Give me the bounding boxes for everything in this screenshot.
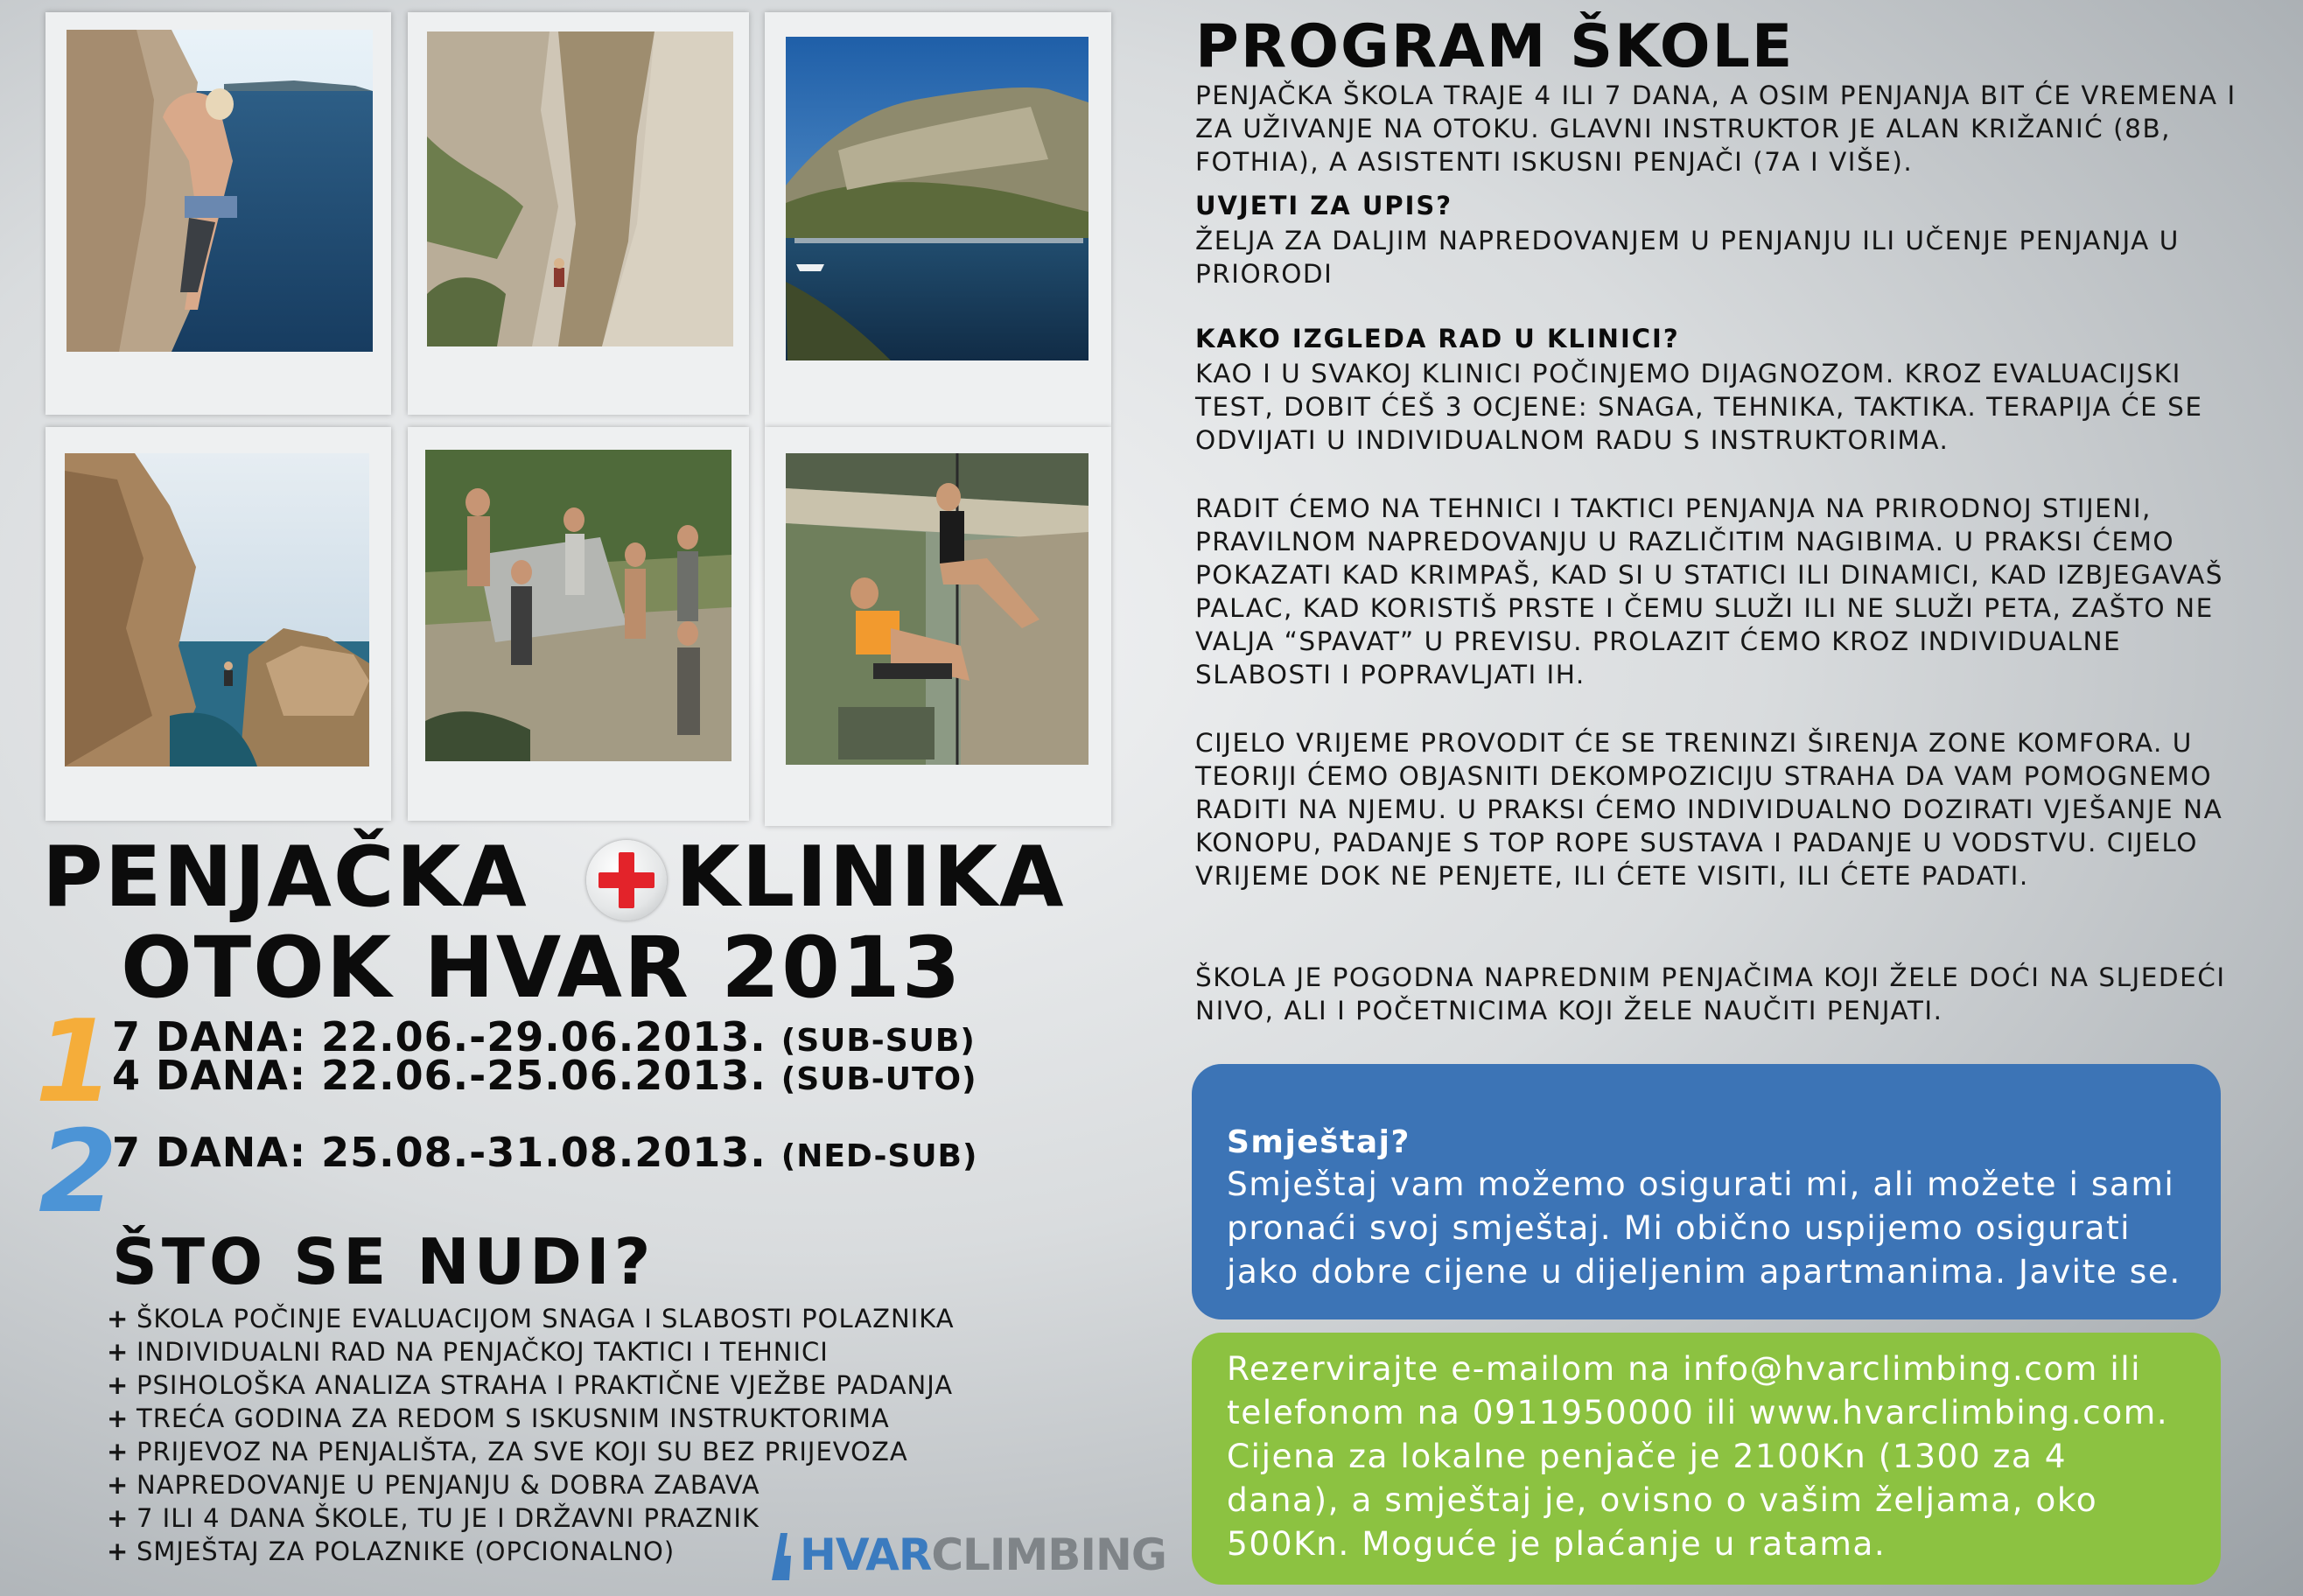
- photo-coastal-cliff: [786, 37, 1088, 360]
- list-item: + ŠKOLA POČINJE EVALUACIJOM SNAGA I SLABOSTI POLAZNIKA: [107, 1304, 955, 1334]
- photo-group-climbers: [425, 450, 732, 761]
- photo-card-4: [46, 427, 391, 821]
- list-item: + INDIVIDUALNI RAD NA PENJAČKOJ TAKTICI I TEHNICI: [107, 1337, 829, 1367]
- photo-climber-above-cove: [65, 453, 369, 766]
- booking-text: Rezervirajte e-mailom na info@hvarclimbing.com ili telefonom na 0911950000 ili www.hvarclimbing.com. Cijena za lokalne penjače je 2100Kn (1300 za 4 dana), a smještaj je, ovisno o vašim željama, oko 500Kn. Moguće je plaćanje u ratama.: [1227, 1349, 2169, 1563]
- program-q1: UVJETI ZA UPIS?: [1195, 191, 1453, 220]
- program-p3: RADIT ĆEMO NA TEHNICI I TAKTICI PENJANJA NA PRIRODNOJ STIJENI, PRAVILNOM NAPREDOVANJU U RAZLIČITIM NAGIBIMA. U PRAKSI ĆEMO POKAZATI KAD KRIMPAŠ, KAD SI U STATICI ILI DINAMICI, KAD IZBJEGAVAŠ PALAC, KAD KORISTIŠ PRSTE I ČEMU SLUŽI ILI NE SLUŽI PETA, ZAŠTO NE VALJA “SPAVAT” U PREVISU. PROLAZIT ĆEMO KROZ INDIVIDUALNE SLABOSTI I POPRAVLJATI IH.: [1195, 494, 2224, 690]
- photo-card-6: [765, 427, 1111, 826]
- photo-card-1: [46, 12, 391, 415]
- photo-rope-hanging: [786, 453, 1088, 765]
- headline-line1-right: KLINIKA: [676, 830, 1066, 926]
- term-1-line-2-main: 4 DANA: 22.06.-25.06.2013.: [112, 1052, 766, 1099]
- booking-box: [1192, 1333, 2221, 1585]
- list-item: + PRIJEVOZ NA PENJALIŠTA, ZA SVE KOJI SU BEZ PRIJEVOZA: [107, 1437, 908, 1466]
- accommodation-box: [1192, 1064, 2221, 1320]
- offer-title: ŠTO SE NUDI?: [112, 1225, 655, 1298]
- program-q2: KAKO IZGLEDA RAD U KLINICI?: [1195, 324, 1680, 354]
- logo-mark-icon: [768, 1530, 794, 1580]
- photo-card-5: [408, 427, 749, 821]
- headline-line2: OTOK HVAR 2013: [121, 919, 962, 1017]
- term-2-line-1: [112, 1129, 977, 1176]
- term-1-line-2: [112, 1052, 977, 1099]
- term-2-line-1-main: 7 DANA: 25.08.-31.08.2013.: [112, 1129, 766, 1176]
- list-item: + PSIHOLOŠKA ANALIZA STRAHA I PRAKTIČNE VJEŽBE PADANJA: [107, 1370, 954, 1400]
- program-a2: KAO I U SVAKOJ KLINICI POČINJEMO DIJAGNOZOM. KROZ EVALUACIJSKI TEST, DOBIT ĆEŠ 3 OCJENE: SNAGA, TEHNIKA, TAKTIKA. TERAPIJA ĆE SE ODVIJATI U INDIVIDUALNOM RADU S INSTRUKTORIMA.: [1195, 359, 2203, 455]
- photo-limestone-wall: [427, 32, 733, 346]
- accommodation-text: Smještaj vam možemo osigurati mi, ali možete i sami pronaći svoj smještaj. Mi obično uspijemo osigurati jako dobre cijene u dijeljenim apartmanima. Javite se.: [1227, 1165, 2181, 1291]
- program-title: PROGRAM ŠKOLE: [1195, 12, 1795, 81]
- list-item: + 7 ILI 4 DANA ŠKOLE, TU JE I DRŽAVNI PRAZNIK: [107, 1503, 760, 1533]
- logo-text-part1: HVAR: [800, 1530, 932, 1580]
- term-2-line-1-tag: (NED-SUB): [780, 1138, 978, 1174]
- program-a1: ŽELJA ZA DALJIM NAPREDOVANJEM U PENJANJU ILI UČENJE PENJANJA U PRIORODI: [1195, 226, 2180, 289]
- list-item: + SMJEŠTAJ ZA POLAZNIKE (OPCIONALNO): [107, 1536, 676, 1566]
- term-2-number: 2: [38, 1105, 118, 1238]
- term-1-line-2-tag: (SUB-UTO): [780, 1061, 977, 1097]
- accommodation-title: Smještaj?: [1227, 1124, 1410, 1160]
- list-item: + NAPREDOVANJE U PENJANJU & DOBRA ZABAVA: [107, 1470, 760, 1500]
- term-1-number: 1: [35, 995, 115, 1128]
- photo-card-2: [408, 12, 749, 415]
- list-item: + TREĆA GODINA ZA REDOM S ISKUSNIM INSTRUKTORIMA: [107, 1404, 890, 1433]
- program-p4: CIJELO VRIJEME PROVODIT ĆE SE TRENINZI ŠIRENJA ZONE KOMFORA. U TEORIJI ĆEMO OBJASNITI DEKOMPOZICIJU STRAHA DA VAM POMOGNEMO RADITI NA NJEMU. U PRAKSI ĆEMO INDIVIDUALNO DOZIRATI VJEŠANJE NA KONOPU, PADANJE S TOP ROPE SUSTAVA I PADANJE U VODSTVU. CIJELO VRIJEME DOK NE PENJETE, ILI ĆETE VISITI, ILI ĆETE PADATI.: [1195, 728, 2223, 891]
- headline-line1-left: PENJAČKA: [42, 830, 528, 926]
- term-1-line-1-tag: (SUB-SUB): [780, 1023, 976, 1059]
- photo-climber-sea-cliff: [66, 30, 373, 352]
- hvarclimbing-logo: [768, 1527, 1166, 1583]
- program-p5: ŠKOLA JE POGODNA NAPREDNIM PENJAČIMA KOJI ŽELE DOĆI NA SLJEDEĆI NIVO, ALI I POČETNICIMA KOJI ŽELE NAUČITI PENJATI.: [1195, 962, 2226, 1026]
- logo-text: [800, 1530, 1166, 1580]
- red-cross-icon: [586, 840, 667, 920]
- term-1-line-1-main: 7 DANA: 22.06.-29.06.2013.: [112, 1013, 766, 1060]
- photo-card-3: [765, 12, 1111, 427]
- logo-text-part2: CLIMBING: [931, 1530, 1166, 1580]
- program-intro: PENJAČKA ŠKOLA TRAJE 4 ILI 7 DANA, A OSIM PENJANJA BIT ĆE VREMENA I ZA UŽIVANJE NA OTOKU. GLAVNI INSTRUKTOR JE ALAN KRIŽANIĆ (8B, FOTHIA), A ASISTENTI ISKUSNI PENJAČI (7A I VIŠE).: [1195, 80, 2236, 177]
